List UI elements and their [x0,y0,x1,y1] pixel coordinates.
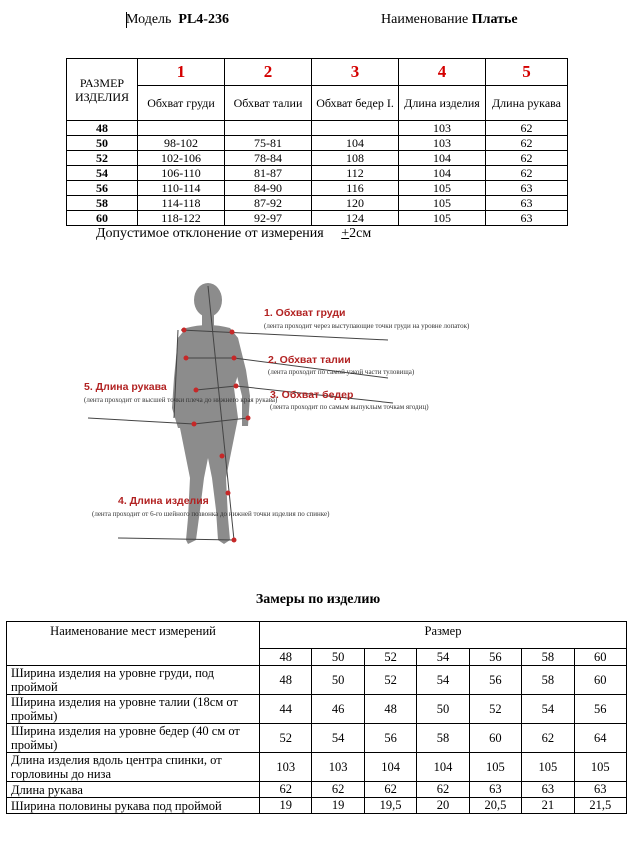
measurement-value: 54 [417,666,469,695]
size-cell-chest: 114-118 [138,196,225,211]
measurement-value: 62 [417,782,469,798]
measurement-name: Ширина изделия на уровне бедер (40 см от проймы) [7,724,260,753]
size-cell-sleeve: 63 [486,211,568,226]
measurements-title: Замеры по изделию [255,592,381,607]
size-cell-size: 54 [67,166,138,181]
size-cell-size: 52 [67,151,138,166]
measurement-value: 48 [364,695,416,724]
column-number: 3 [312,59,399,86]
column-number: 4 [399,59,486,86]
size-cell-chest [138,121,225,136]
measurement-value: 104 [417,753,469,782]
size-cell-waist: 75-81 [225,136,312,151]
size-cell-chest: 110-114 [138,181,225,196]
measurement-value: 62 [260,782,312,798]
measurement-value: 56 [469,666,521,695]
measurement-value: 56 [364,724,416,753]
size-cell-waist: 92-97 [225,211,312,226]
size-cell-waist: 84-90 [225,181,312,196]
size-cell-sleeve: 63 [486,181,568,196]
size-cell-chest: 98-102 [138,136,225,151]
product-name-label: Наименование [381,12,469,27]
measurement-value: 105 [522,753,574,782]
size-cell-length: 105 [399,211,486,226]
measurement-value: 60 [574,666,626,695]
size-cell-chest: 118-122 [138,211,225,226]
size-group-header: Размер [260,622,627,649]
measurement-value: 50 [312,666,364,695]
measurement-value: 103 [312,753,364,782]
measurement-name: Ширина изделия на уровне талии (18см от проймы) [7,695,260,724]
size-cell-chest: 106-110 [138,166,225,181]
measurement-name: Ширина изделия на уровне груди, под проймой [7,666,260,695]
measurement-value: 52 [364,666,416,695]
size-cell-length: 103 [399,136,486,151]
measurement-value: 46 [312,695,364,724]
size-cell-size: 56 [67,181,138,196]
measurement-value: 19 [260,798,312,814]
column-header: Обхват талии [225,86,312,121]
column-number: 1 [138,59,225,86]
size-cell-length: 105 [399,196,486,211]
figure-label-length: 4. Длина изделия [118,495,209,507]
size-cell-sleeve: 63 [486,196,568,211]
measurement-value: 44 [260,695,312,724]
tolerance-note [96,226,371,242]
product-name-value: Платье [471,12,518,27]
measurement-value: 50 [417,695,469,724]
size-header-cell: 60 [574,649,626,666]
measurement-value: 20 [417,798,469,814]
size-cell-length: 105 [399,181,486,196]
measurement-value: 62 [522,724,574,753]
size-header-cell: 54 [417,649,469,666]
measurement-value: 60 [469,724,521,753]
size-column-header: РАЗМЕР ИЗДЕЛИЯ [67,59,138,121]
size-cell-hips: 112 [312,166,399,181]
measurement-name: Ширина половины рукава под проймой [7,798,260,814]
model-value: PL4-236 [178,12,229,27]
measurement-value: 54 [522,695,574,724]
measurement-value: 63 [469,782,521,798]
size-header-cell: 52 [364,649,416,666]
size-cell-hips: 116 [312,181,399,196]
figure-note-chest: (лента проходит через выступающие точки груди на уровне лопаток) [264,322,470,330]
size-cell-hips [312,121,399,136]
measurement-value: 63 [574,782,626,798]
measurement-value: 62 [364,782,416,798]
measurement-value: 58 [417,724,469,753]
measurement-value: 105 [574,753,626,782]
measurement-row [7,695,627,724]
size-row [67,151,568,166]
column-header: Длина рукава [486,86,568,121]
column-header: Обхват бедер I. [312,86,399,121]
measurement-value: 19 [312,798,364,814]
size-cell-size: 58 [67,196,138,211]
size-cell-sleeve: 62 [486,166,568,181]
size-cell-waist: 78-84 [225,151,312,166]
size-cell-size: 60 [67,211,138,226]
size-cell-hips: 104 [312,136,399,151]
size-cell-length: 104 [399,151,486,166]
figure-note-waist: (лента проходит по самой узкой части туловища) [268,368,415,376]
measurement-row [7,782,627,798]
figure-label-chest: 1. Обхват груди [264,307,346,319]
measurement-row [7,753,627,782]
figure-label-hips: 3. Обхват бедер [270,389,354,401]
size-header-cell: 50 [312,649,364,666]
model-line [126,12,229,28]
size-cell-size: 50 [67,136,138,151]
size-row [67,166,568,181]
size-cell-hips: 120 [312,196,399,211]
body-measurement-figure [84,278,470,578]
size-table [66,58,568,226]
measurement-name-header: Наименование мест измерений [7,622,260,666]
column-header: Длина изделия [399,86,486,121]
measurements-table-body [7,666,627,814]
figure-note-hips: (лента проходит по самым выпуклым точкам ягодиц) [270,403,429,411]
column-header: Обхват груди [138,86,225,121]
size-row [67,121,568,136]
tolerance-value: 2см [349,226,372,241]
model-label: Модель [126,12,172,27]
measurement-row [7,798,627,814]
size-cell-length: 103 [399,121,486,136]
size-cell-sleeve: 62 [486,136,568,151]
measurement-value: 20,5 [469,798,521,814]
size-cell-length: 104 [399,166,486,181]
size-cell-sleeve: 62 [486,121,568,136]
measurement-value: 64 [574,724,626,753]
measurement-value: 103 [260,753,312,782]
measurement-value: 63 [522,782,574,798]
product-name-line [381,12,518,28]
measurement-value: 52 [260,724,312,753]
size-table-body [67,121,568,226]
figure-label-sleeve: 5. Длина рукава [84,381,167,393]
measurements-table [6,621,627,814]
measurement-value: 104 [364,753,416,782]
size-row [67,181,568,196]
measurement-value: 105 [469,753,521,782]
measurement-value: 21 [522,798,574,814]
column-number: 5 [486,59,568,86]
tolerance-text: Допустимое отклонение от измерения [96,226,324,241]
measurement-value: 54 [312,724,364,753]
tolerance-sign: + [341,226,350,241]
measurement-value: 48 [260,666,312,695]
measurement-row [7,666,627,695]
size-header-cell: 48 [260,649,312,666]
size-header-cell: 56 [469,649,521,666]
size-cell-hips: 124 [312,211,399,226]
column-number: 2 [225,59,312,86]
measurement-value: 52 [469,695,521,724]
size-row [67,196,568,211]
figure-note-sleeve: (лента проходит от высшей точки плеча до нижнего края рукава) [84,396,278,404]
size-cell-waist: 87-92 [225,196,312,211]
size-row [67,136,568,151]
size-cell-hips: 108 [312,151,399,166]
size-cell-chest: 102-106 [138,151,225,166]
measurement-name: Длина рукава [7,782,260,798]
measurement-value: 62 [312,782,364,798]
measurement-value: 21,5 [574,798,626,814]
size-header-cell: 58 [522,649,574,666]
measurement-value: 58 [522,666,574,695]
figure-note-length: (лента проходит от 6-го шейного позвонка до нижней точки изделия по спинке) [92,510,330,518]
size-cell-waist [225,121,312,136]
figure-label-waist: 2. Обхват талии [268,354,351,366]
measurement-value: 19,5 [364,798,416,814]
size-cell-size: 48 [67,121,138,136]
size-row [67,211,568,226]
measurement-row [7,724,627,753]
measurement-name: Длина изделия вдоль центра спинки, от горловины до низа [7,753,260,782]
measurement-value: 56 [574,695,626,724]
size-cell-waist: 81-87 [225,166,312,181]
size-cell-sleeve: 62 [486,151,568,166]
